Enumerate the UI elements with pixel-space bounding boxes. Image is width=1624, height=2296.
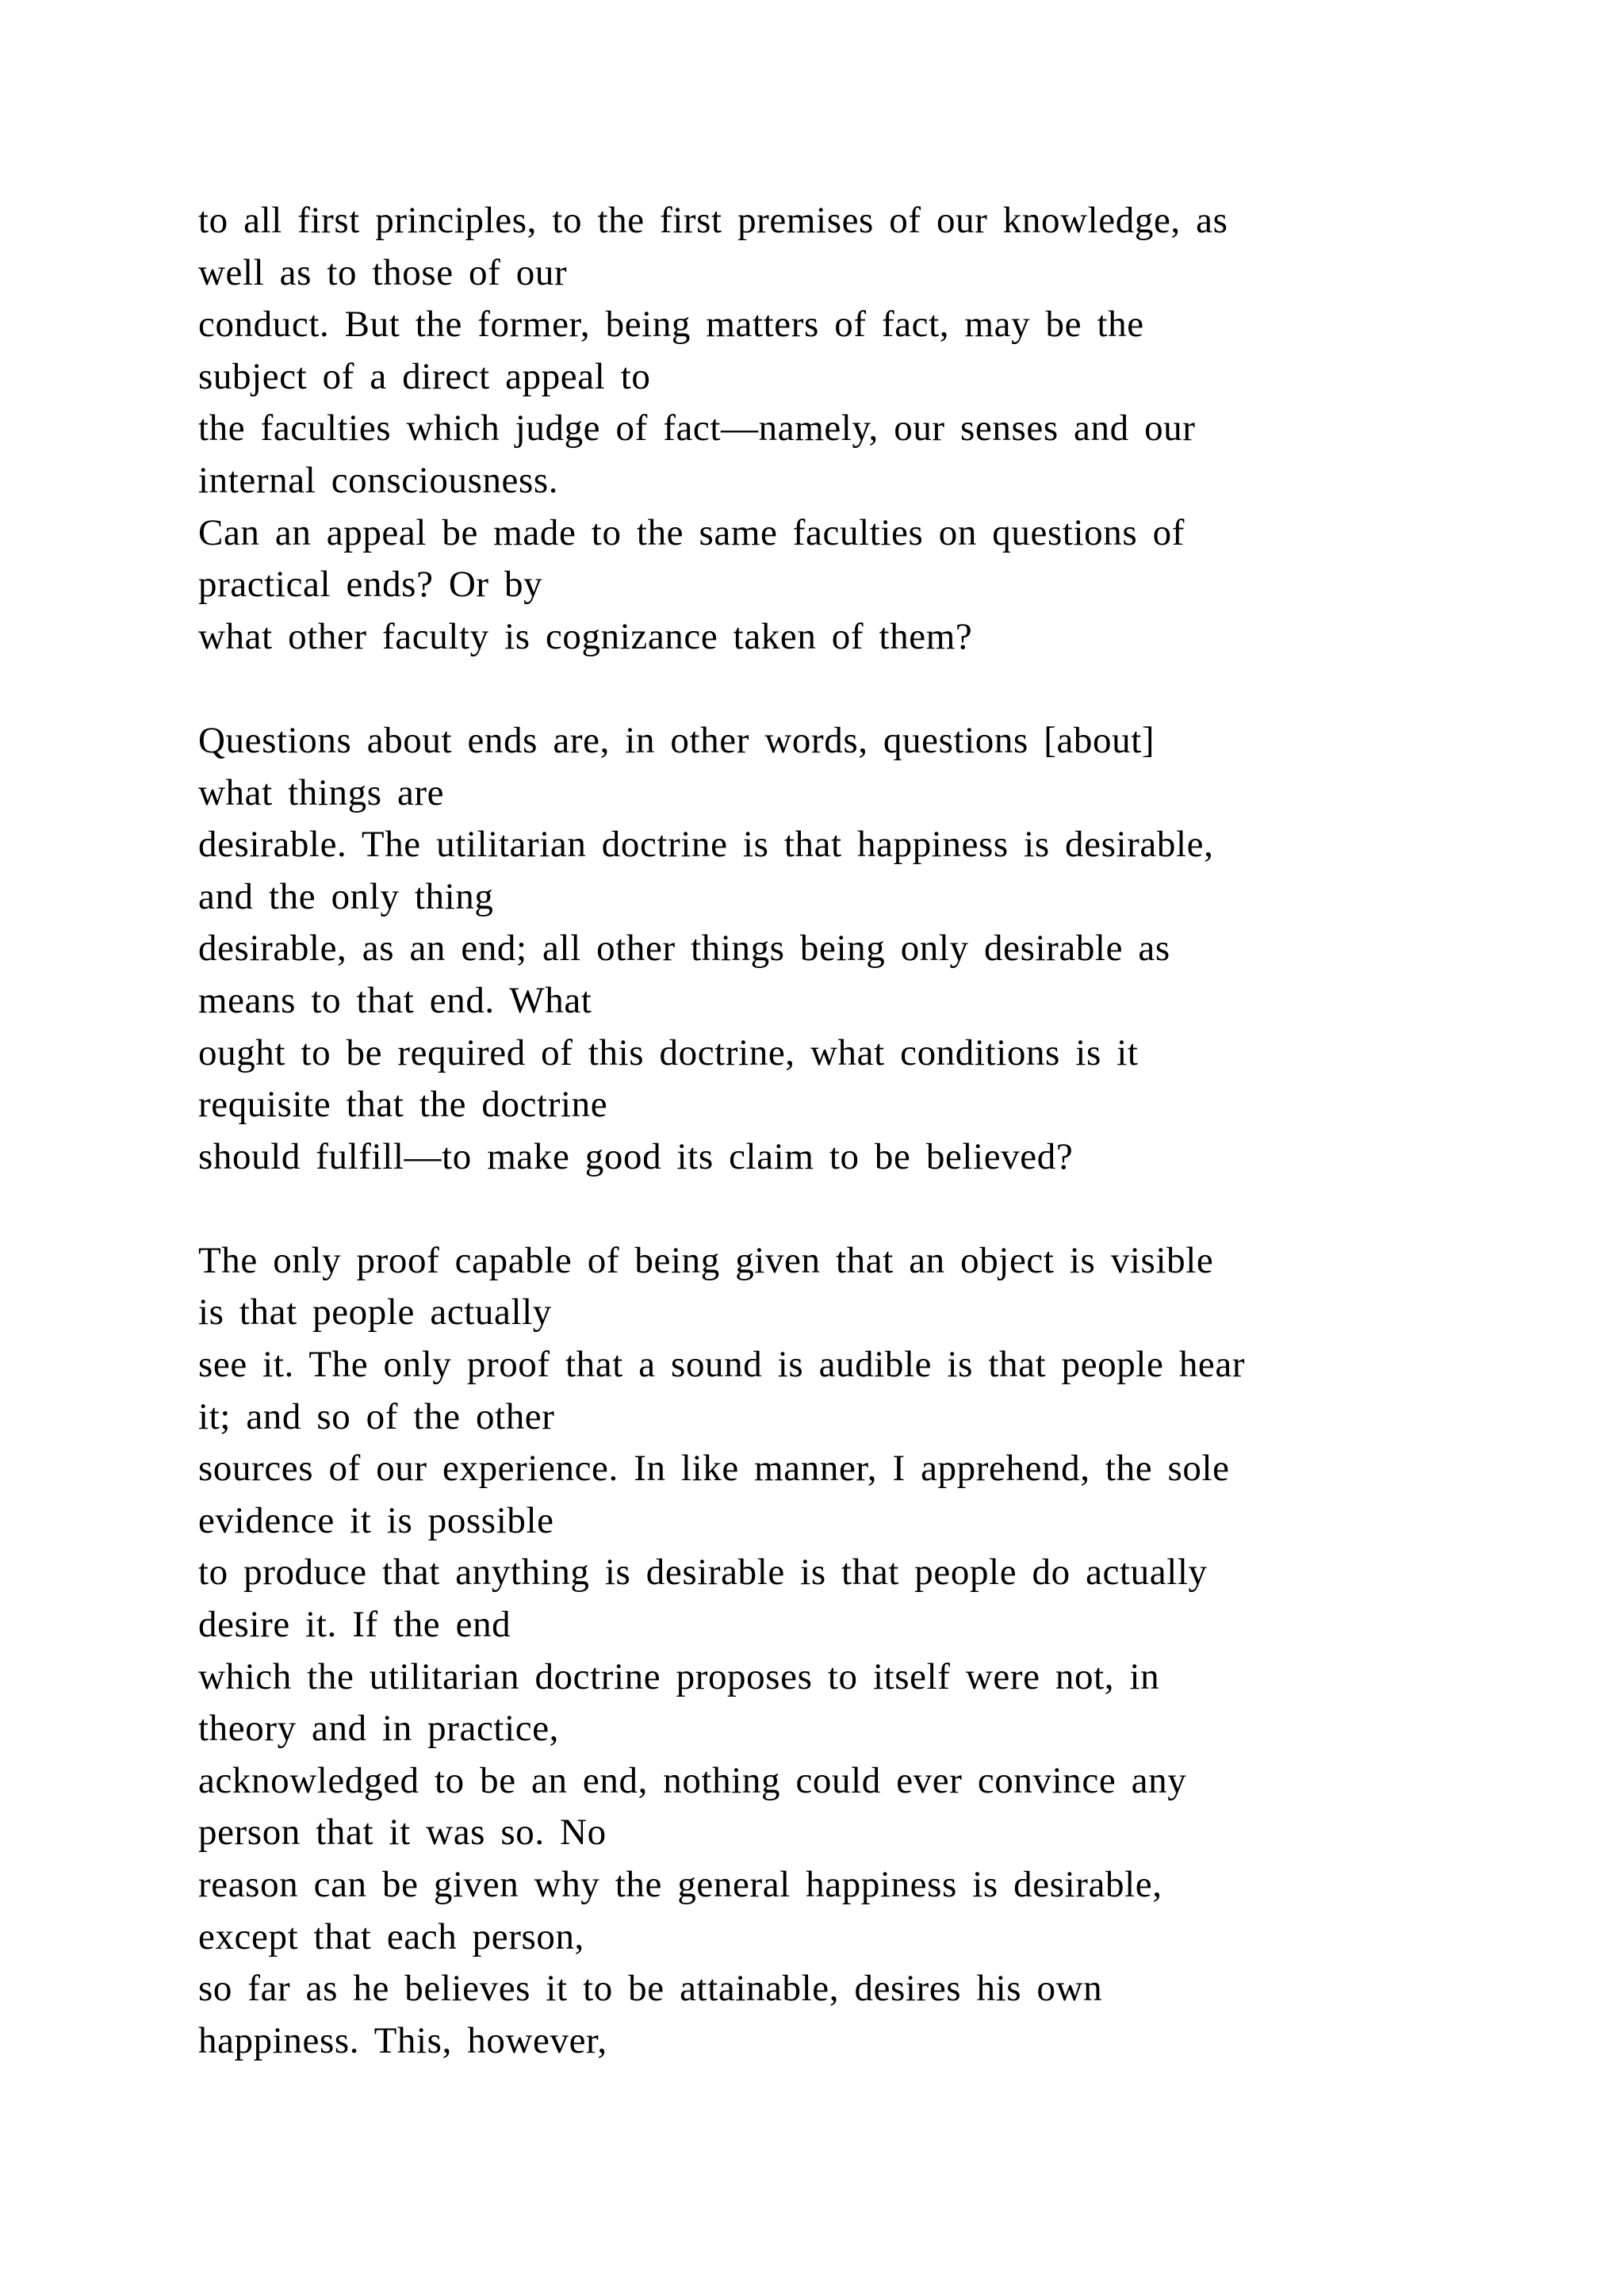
- text-line: and the only thing: [198, 875, 494, 917]
- text-line: subject of a direct appeal to: [198, 355, 651, 397]
- text-line: Questions about ends are, in other words, questions [about]: [198, 719, 1155, 761]
- text-line: to all first principles, to the first premises of our knowledge, as: [198, 200, 1228, 241]
- text-line: theory and in practice,: [198, 1708, 559, 1750]
- text-line: to produce that anything is desirable is that people do actually: [198, 1552, 1208, 1594]
- paragraph-2: [198, 715, 1499, 1183]
- text-line: acknowledged to be an end, nothing could ever convince any: [198, 1759, 1187, 1801]
- text-line: sources of our experience. In like manner, I apprehend, the sole: [198, 1448, 1230, 1490]
- text-line: internal consciousness.: [198, 459, 559, 501]
- paragraph-spacer: [198, 1183, 1499, 1235]
- paragraph-1: [198, 195, 1499, 663]
- text-line: except that each person,: [198, 1915, 584, 1957]
- text-line: evidence it is possible: [198, 1499, 554, 1541]
- text-body: [198, 195, 1499, 2067]
- text-line: practical ends? Or by: [198, 564, 543, 606]
- text-line: so far as he believes it to be attainable, desires his own: [198, 1968, 1103, 2010]
- text-line: well as to those of our: [198, 251, 568, 293]
- paragraph-spacer: [198, 663, 1499, 715]
- text-line: what things are: [198, 771, 445, 813]
- text-line: desirable. The utilitarian doctrine is that happiness is desirable,: [198, 824, 1214, 866]
- text-line: what other faculty is cognizance taken of them?: [198, 615, 973, 657]
- text-line: reason can be given why the general happiness is desirable,: [198, 1864, 1162, 1905]
- text-line: means to that end. What: [198, 979, 592, 1021]
- text-line: conduct. But the former, being matters of fact, may be the: [198, 304, 1144, 346]
- text-line: requisite that the doctrine: [198, 1084, 608, 1126]
- text-line: desirable, as an end; all other things being only desirable as: [198, 928, 1170, 970]
- text-line: see it. The only proof that a sound is audible is that people hear: [198, 1344, 1246, 1386]
- text-line: The only proof capable of being given that an object is visible: [198, 1239, 1214, 1281]
- text-line: Can an appeal be made to the same faculties on questions of: [198, 511, 1185, 553]
- text-line: happiness. This, however,: [198, 2019, 607, 2061]
- text-line: which the utilitarian doctrine proposes to itself were not, in: [198, 1655, 1160, 1697]
- text-line: should fulfill—to make good its claim to be believed?: [198, 1135, 1074, 1177]
- paragraph-3: [198, 1235, 1499, 2068]
- text-line: it; and so of the other: [198, 1395, 555, 1437]
- text-line: is that people actually: [198, 1292, 552, 1334]
- text-line: ought to be required of this doctrine, what conditions is it: [198, 1031, 1139, 1073]
- text-line: the faculties which judge of fact—namely, our senses and our: [198, 408, 1196, 450]
- text-line: desire it. If the end: [198, 1604, 511, 1646]
- text-line: person that it was so. No: [198, 1812, 607, 1854]
